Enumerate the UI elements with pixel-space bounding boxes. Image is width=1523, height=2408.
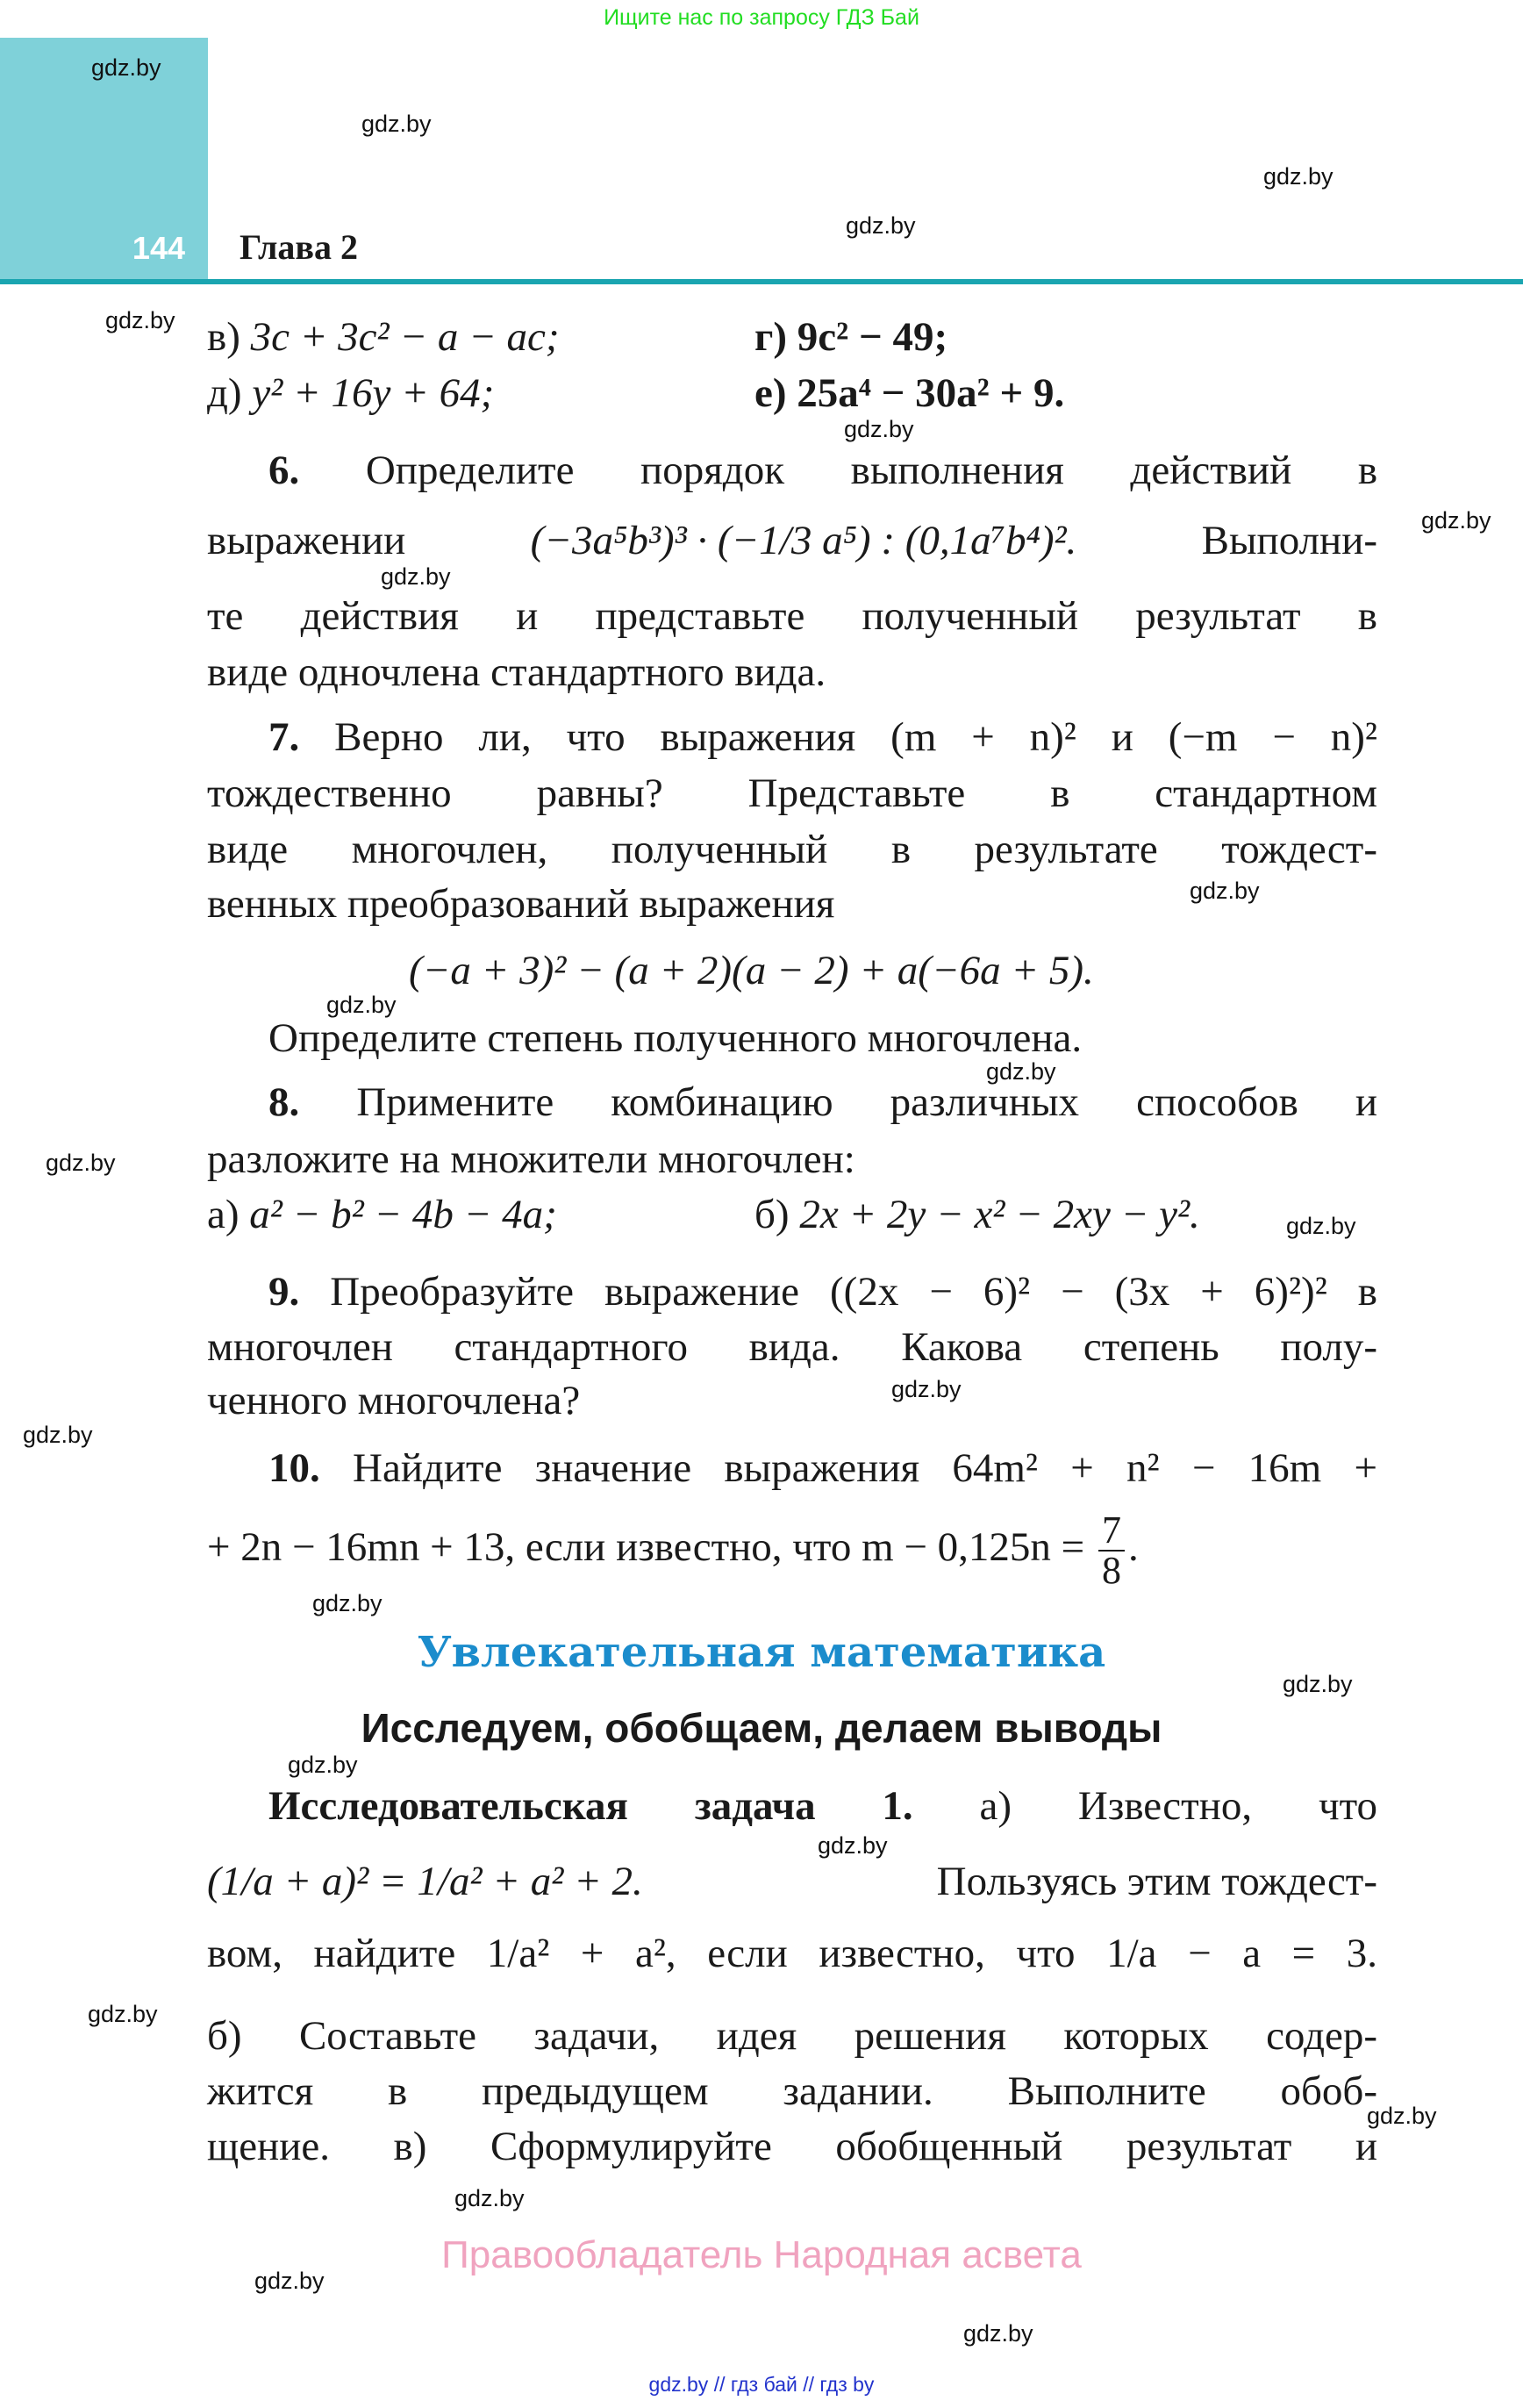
exercise-6-line-2 bbox=[207, 516, 1377, 565]
fraction bbox=[1098, 1511, 1125, 1590]
copyright-notice: Правообладатель Народная асвета bbox=[441, 2233, 1082, 2276]
header-rule bbox=[0, 279, 1523, 284]
exercise-7-line-5: Определите степень полученного многочлена. bbox=[268, 1015, 1083, 1061]
research-line-2 bbox=[207, 1857, 1377, 1906]
watermark: gdz.by bbox=[454, 2185, 525, 2211]
text: те действия и представьте полученный результат в bbox=[207, 593, 1377, 639]
watermark: gdz.by bbox=[1283, 1671, 1353, 1697]
section-title: Увлекательная математика bbox=[417, 1628, 1106, 1677]
exercise-item-v bbox=[207, 312, 560, 362]
exercise-9-line-1 bbox=[268, 1267, 1377, 1316]
text: Выполни- bbox=[1201, 518, 1377, 563]
item-label: в) bbox=[207, 314, 240, 360]
exercise-number: 8. bbox=[268, 1079, 300, 1125]
item-expression: a² − b² − 4b − 4a; bbox=[249, 1192, 557, 1237]
text: б) Составьте задачи, идея решения которых содер- bbox=[207, 2013, 1377, 2059]
math-identity: (1/a + a)² = 1/a² + a² + 2. bbox=[207, 1859, 643, 1904]
watermark: gdz.by bbox=[963, 2320, 1033, 2347]
item-expression: 9c² − 49; bbox=[797, 314, 948, 360]
research-line-6 bbox=[207, 2122, 1377, 2171]
watermark: gdz.by bbox=[312, 1590, 383, 1616]
denominator: 8 bbox=[1101, 1549, 1121, 1592]
text: щение. в) Сформулируйте обобщенный результат и bbox=[207, 2124, 1377, 2169]
item-expression: 3c + 3c² − a − ac; bbox=[250, 314, 560, 360]
exercise-8-item-a bbox=[207, 1190, 557, 1239]
text: Преобразуйте выражение ((2x − 6)² − (3x + 6)²)² в bbox=[330, 1269, 1377, 1315]
watermark: gdz.by bbox=[326, 992, 397, 1018]
watermark: gdz.by bbox=[254, 2268, 325, 2294]
text: Пользуясь этим тождест- bbox=[936, 1859, 1377, 1904]
watermark: gdz.by bbox=[361, 111, 432, 137]
research-line-4 bbox=[207, 2011, 1377, 2060]
watermark: gdz.by bbox=[844, 416, 914, 442]
watermark: gdz.by bbox=[46, 1150, 116, 1176]
watermark: gdz.by bbox=[23, 1422, 93, 1448]
text: + 2n − 16mn + 13, если известно, что m − 0,125n = bbox=[207, 1523, 1085, 1570]
item-expression: 2x + 2y − x² − 2xy − y². bbox=[799, 1192, 1200, 1237]
exercise-10-line-1 bbox=[268, 1444, 1377, 1493]
item-label: б) bbox=[754, 1192, 790, 1237]
exercise-9-line-2 bbox=[207, 1322, 1377, 1372]
watermark: gdz.by bbox=[288, 1752, 358, 1778]
watermark: gdz.by bbox=[1421, 507, 1491, 534]
research-label: Исследовательская задача 1. bbox=[268, 1783, 913, 1829]
exercise-number: 10. bbox=[268, 1445, 320, 1491]
watermark: gdz.by bbox=[91, 54, 161, 81]
exercise-6-line-1 bbox=[268, 446, 1377, 495]
exercise-7-line-3 bbox=[207, 825, 1377, 874]
text: виде многочлен, полученный в результате тождест- bbox=[207, 827, 1377, 872]
exercise-8-line-2: разложите на множители многочлен: bbox=[207, 1136, 855, 1182]
exercise-9-line-3: ченного многочлена? bbox=[207, 1378, 581, 1423]
exercise-number: 6. bbox=[268, 448, 300, 493]
watermark: gdz.by bbox=[1286, 1213, 1356, 1239]
text: тождественно равны? Представьте в стандартном bbox=[207, 770, 1377, 816]
watermark: gdz.by bbox=[88, 2001, 158, 2027]
section-subtitle: Исследуем, обобщаем, делаем выводы bbox=[361, 1705, 1162, 1751]
exercise-8-line-1 bbox=[268, 1078, 1377, 1127]
watermark: gdz.by bbox=[818, 1832, 888, 1859]
exercise-7-formula: (−a + 3)² − (a + 2)(a − 2) + a(−6a + 5). bbox=[409, 948, 1094, 993]
item-label: г) bbox=[754, 314, 787, 360]
watermark: gdz.by bbox=[105, 307, 175, 333]
text: а) Известно, что bbox=[979, 1783, 1377, 1829]
exercise-8-item-b bbox=[754, 1190, 1200, 1239]
text: Определите порядок выполнения действий в bbox=[365, 448, 1378, 493]
watermark: gdz.by bbox=[986, 1058, 1056, 1085]
footer-links[interactable]: gdz.by // гдз бай // гдз by bbox=[648, 2373, 875, 2396]
exercise-7-line-4: венных преобразований выражения bbox=[207, 881, 835, 927]
math-expression: (−3a⁵b³)³ · (−1/3 a⁵) : (0,1a⁷b⁴)². bbox=[530, 518, 1077, 563]
research-line-3 bbox=[207, 1929, 1377, 1978]
exercise-item-d bbox=[207, 369, 494, 418]
exercise-7-line-2 bbox=[207, 769, 1377, 818]
exercise-10-line-2: + 2n − 16mn + 13, если известно, что m − 0,125n = $\frac{7}{8}$ . bbox=[207, 1509, 1139, 1592]
chapter-title: Глава 2 bbox=[240, 227, 358, 267]
watermark: gdz.by bbox=[846, 212, 916, 239]
item-expression: 25a⁴ − 30a² + 9. bbox=[797, 370, 1065, 416]
text: многочлен стандартного вида. Какова степень полу- bbox=[207, 1324, 1377, 1370]
exercise-item-e bbox=[754, 369, 1064, 418]
watermark: gdz.by bbox=[1367, 2103, 1437, 2129]
item-label: е) bbox=[754, 370, 787, 416]
text: Примените комбинацию различных способов и bbox=[356, 1079, 1377, 1125]
exercise-6-line-4: виде одночлена стандартного вида. bbox=[207, 649, 826, 695]
text: жится в предыдущем задании. Выполните обоб- bbox=[207, 2068, 1377, 2114]
watermark: gdz.by bbox=[1190, 878, 1260, 904]
item-label: д) bbox=[207, 370, 242, 416]
exercise-6-line-3 bbox=[207, 591, 1377, 641]
text: Найдите значение выражения 64m² + n² − 16m + bbox=[353, 1445, 1377, 1491]
text: вом, найдите 1/a² + a², если известно, что 1/a − a = 3. bbox=[207, 1931, 1377, 1976]
research-line-1 bbox=[268, 1781, 1377, 1831]
exercise-item-g bbox=[754, 312, 947, 362]
search-banner[interactable]: Ищите нас по запросу ГДЗ Бай bbox=[604, 5, 919, 30]
page-number: 144 bbox=[132, 230, 185, 266]
watermark: gdz.by bbox=[381, 563, 451, 590]
item-label: а) bbox=[207, 1192, 240, 1237]
item-expression: y² + 16y + 64; bbox=[252, 370, 495, 416]
research-line-5 bbox=[207, 2067, 1377, 2116]
exercise-number: 7. bbox=[268, 714, 300, 760]
watermark: gdz.by bbox=[1263, 163, 1334, 190]
exercise-number: 9. bbox=[268, 1269, 300, 1315]
watermark: gdz.by bbox=[891, 1376, 962, 1402]
text: Верно ли, что выражения (m + n)² и (−m − n)² bbox=[334, 714, 1377, 760]
numerator: 7 bbox=[1098, 1511, 1125, 1552]
text: выражении bbox=[207, 518, 406, 563]
exercise-7-line-1 bbox=[268, 713, 1377, 762]
